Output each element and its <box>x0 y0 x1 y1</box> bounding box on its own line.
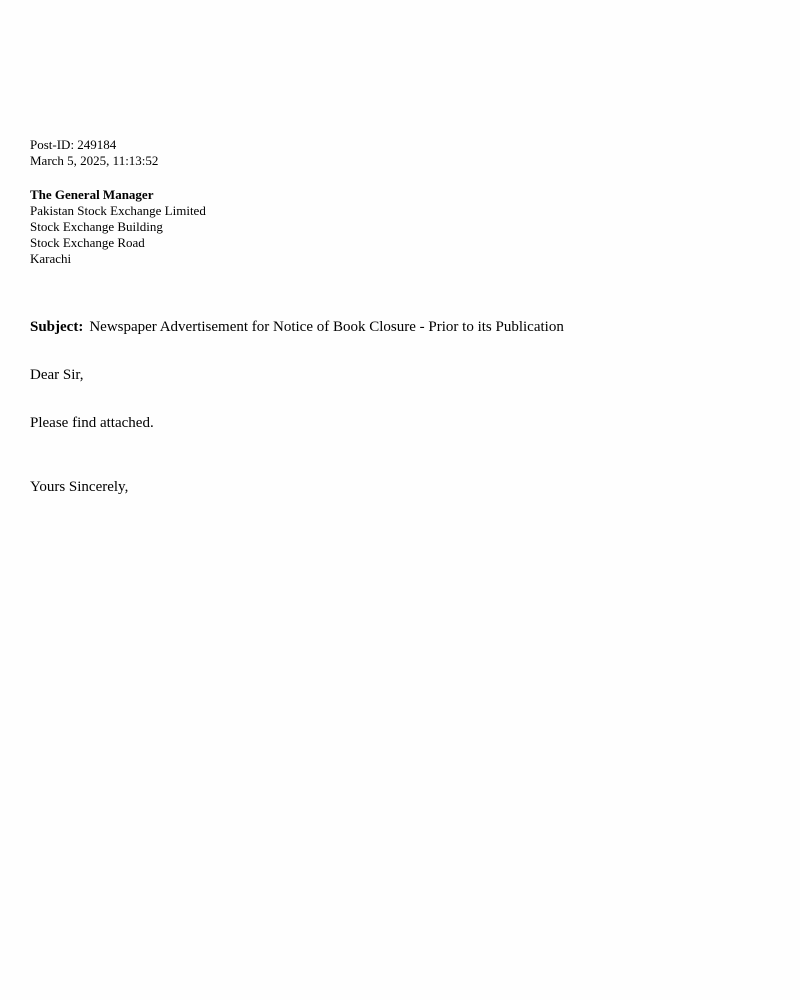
recipient-line: Stock Exchange Building <box>30 219 163 234</box>
salutation: Dear Sir, <box>30 367 84 383</box>
recipient-line: Karachi <box>30 251 72 266</box>
letter-body: Please find attached. <box>30 415 154 431</box>
recipient-line: Stock Exchange Road <box>30 235 145 250</box>
recipient-line: Pakistan Stock Exchange Limited <box>30 203 206 218</box>
recipient-title: The General Manager <box>30 187 154 202</box>
post-meta <box>30 137 158 169</box>
closing: Yours Sincerely, <box>30 479 129 495</box>
subject-line <box>30 318 564 336</box>
post-timestamp: March 5, 2025, 11:13:52 <box>30 153 159 168</box>
subject-label: Subject: <box>30 319 84 335</box>
post-id: Post-ID: 249184 <box>30 137 117 152</box>
subject-text: Newspaper Advertisement for Notice of Book Closure - Prior to its Publication <box>89 319 564 335</box>
recipient-address <box>30 187 206 267</box>
